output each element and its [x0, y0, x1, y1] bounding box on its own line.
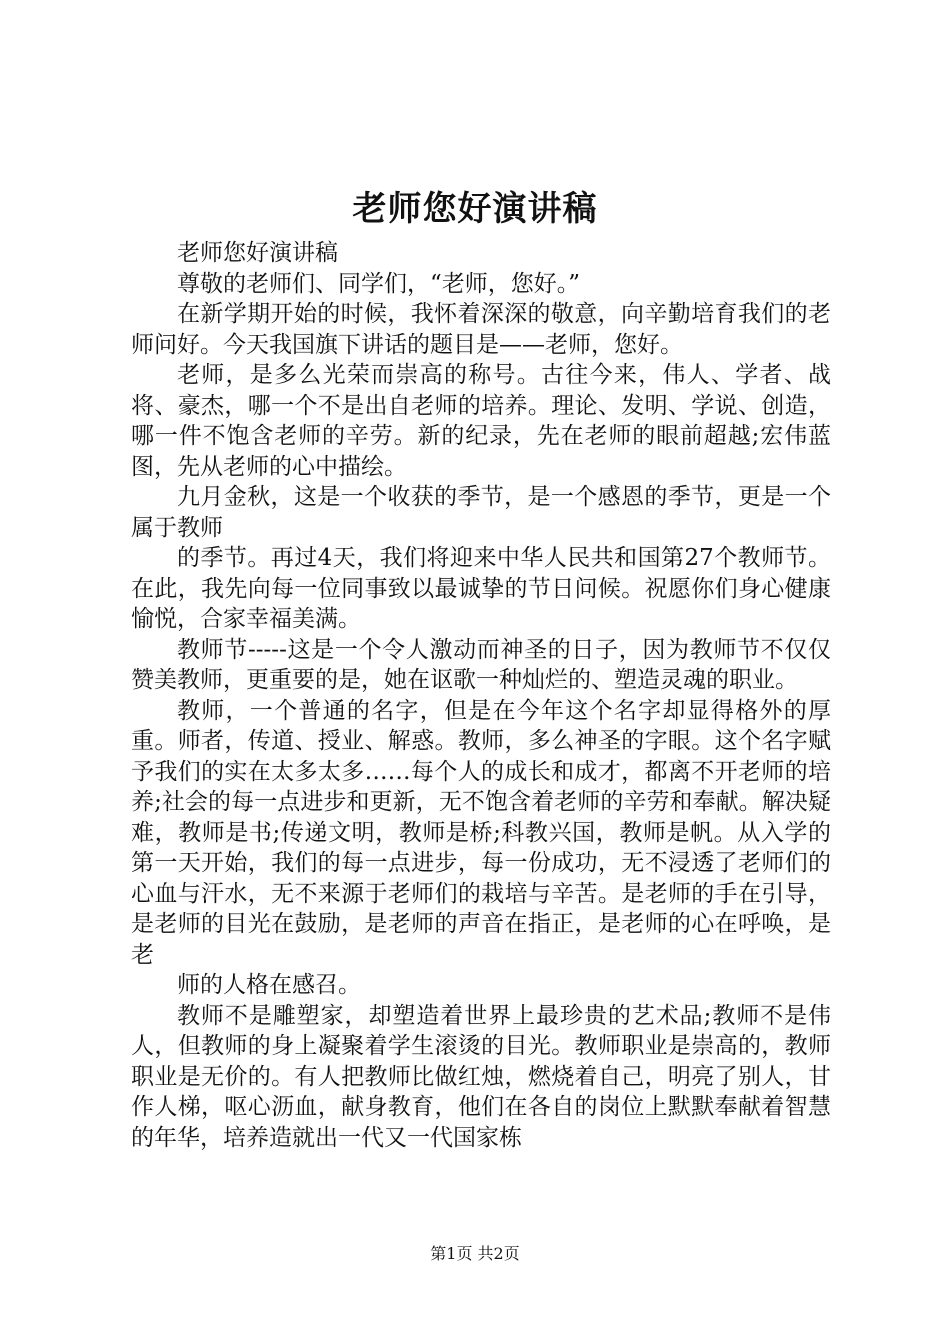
paragraph: 教师，一个普通的名字，但是在今年这个名字却显得格外的厚重。师者，传道、授业、解惑。教师，多么神圣的字眼。这个名字赋予我们的实在太多太多……每个人的成长和成才，都离不开老师的培养;社会的每一点进步和更新，无不饱含着老师的辛劳和奉献。解决疑难，教师是书;传递文明，教师是桥;科教兴国，教师是帆。从入学的第一天开始，我们的每一点进步，每一份成功，无不浸透了老师们的心血与汗水，无不来源于老师们的栽培与辛苦。是老师的手在引导，是老师的目光在鼓励，是老师的声音在指正，是老师的心在呼唤，是老	[131, 697, 831, 968]
paragraph: 师的人格在感召。	[177, 972, 361, 998]
paragraph: 尊敬的老师们、同学们，“老师，您好。”	[177, 270, 581, 297]
paragraph: 九月金秋，这是一个收获的季节，是一个感恩的季节，更是一个属于教师	[131, 484, 831, 541]
paragraph: 老师，是多么光荣而崇高的称号。古往今来，伟人、学者、战将、豪杰，哪一个不是出自老师的培养。理论、发明、学说、创造，哪一件不饱含老师的辛劳。新的纪录，先在老师的眼前超越;宏伟蓝图，先从老师的心中描绘。	[131, 362, 831, 480]
page-number-footer: 第1页 共2页	[430, 1244, 520, 1263]
paragraph: 老师您好演讲稿	[177, 240, 338, 266]
document-body	[131, 238, 831, 1153]
paragraph: 教师节-----这是一个令人激动而神圣的日子，因为教师节不仅仅赞美教师，更重要的是，她在讴歌一种灿烂的、塑造灵魂的职业。	[131, 636, 831, 693]
page-title: 老师您好演讲稿	[352, 189, 598, 229]
paragraph: 在新学期开始的时候，我怀着深深的敬意，向辛勤培育我们的老师问好。今天我国旗下讲话的题目是——老师，您好。	[131, 301, 831, 358]
paragraph: 的季节。再过4天，我们将迎来中华人民共和国第27个教师节。在此，我先向每一位同事致以最诚挚的节日问候。祝愿你们身心健康愉悦，合家幸福美满。	[131, 545, 831, 632]
paragraph: 教师不是雕塑家，却塑造着世界上最珍贵的艺术品;教师不是伟人，但教师的身上凝聚着学生滚烫的目光。教师职业是崇高的，教师职业是无价的。有人把教师比做红烛，燃烧着自己，明亮了别人，甘作人梯，呕心沥血，献身教育，他们在各自的岗位上默默奉献着智慧的年华，培养造就出一代又一代国家栋	[131, 1002, 831, 1151]
